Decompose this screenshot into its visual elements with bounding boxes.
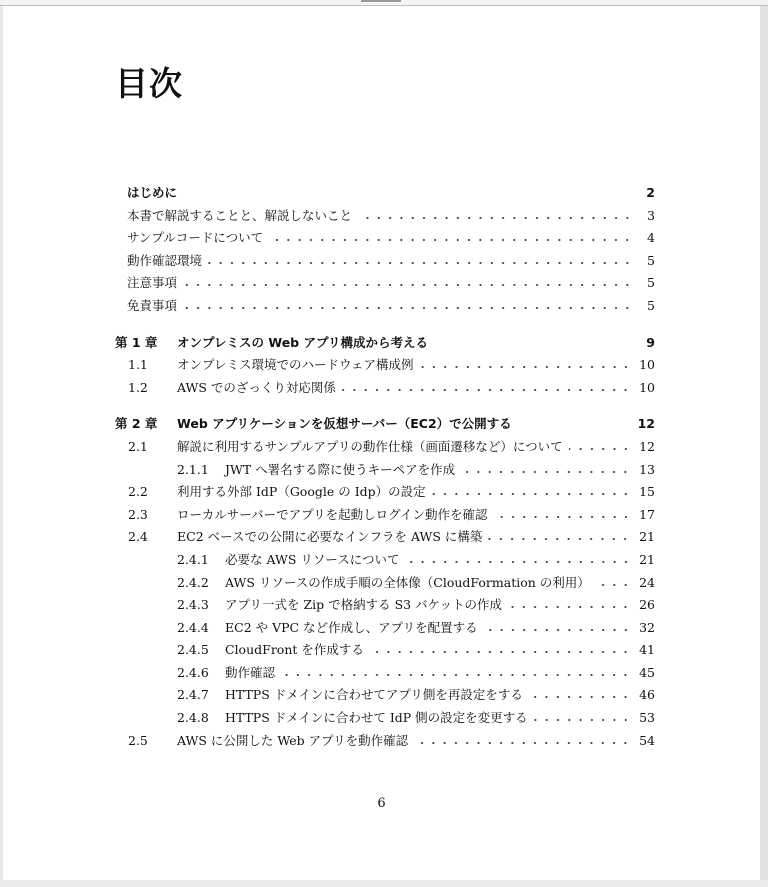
dot-leader (434, 337, 633, 347)
dot-leader (420, 359, 632, 369)
entry-page: 5 (647, 252, 655, 268)
toc-entry[interactable] (115, 595, 655, 618)
dot-leader (281, 667, 631, 677)
entry-page: 3 (647, 207, 655, 223)
toc-entry[interactable] (115, 505, 655, 528)
entry-page: 2 (646, 185, 655, 200)
entry-number: 2.4.4 (177, 619, 209, 635)
entry-title: アプリ一式を Zip で格納する S3 バケットの作成 (225, 597, 502, 613)
entry-number: 1.2 (128, 379, 148, 395)
entry-number: 2.4.6 (177, 664, 209, 680)
entry-number: 2.1 (128, 438, 148, 454)
drag-handle[interactable] (361, 0, 401, 2)
toc-entry[interactable] (115, 527, 655, 550)
dot-leader (484, 622, 632, 632)
toc-entry[interactable] (115, 731, 655, 754)
entry-number: 2.4 (128, 529, 148, 545)
toc-entry[interactable] (115, 685, 655, 708)
dot-leader (432, 486, 631, 496)
dot-leader (370, 644, 631, 654)
dot-leader (508, 599, 631, 609)
toc-entry[interactable] (115, 414, 655, 437)
dot-leader (596, 577, 631, 587)
entry-page: 21 (639, 551, 655, 567)
entry-title: 免責事項 (127, 297, 178, 313)
page-number: 6 (377, 796, 386, 811)
entry-title: オンプレミスの Web アプリ構成から考える (177, 334, 428, 350)
entry-title: はじめに (127, 185, 178, 200)
entry-title: 注意事項 (127, 275, 178, 291)
entry-number: 1.1 (128, 357, 148, 373)
entry-title: Web アプリケーションを仮想サーバー（EC2）で公開する (177, 416, 512, 432)
entry-page: 53 (639, 710, 655, 726)
toc-entry[interactable] (115, 206, 655, 229)
entry-title: AWS に公開した Web アプリを動作確認 (177, 732, 409, 748)
entry-title: 解説に利用するサンプルアプリの動作仕様（画面遷移など）について (177, 438, 563, 454)
page-title: 目次 (115, 64, 183, 103)
entry-title: AWS でのざっくり対応関係 (177, 379, 336, 395)
entry-page: 26 (639, 597, 655, 613)
toc-entry[interactable] (115, 251, 655, 274)
toc-entry[interactable] (115, 550, 655, 573)
dot-leader (494, 509, 632, 519)
toc-entry[interactable] (115, 273, 655, 296)
entry-title: 利用する外部 IdP（Google の Idp）の設定 (177, 484, 426, 500)
entry-title: JWT へ署名する際に使うキーペアを作成 (225, 461, 456, 477)
toc-entry[interactable] (115, 663, 655, 686)
entry-number: 2.4.5 (177, 642, 209, 658)
entry-page: 12 (637, 416, 655, 432)
entry-page: 46 (639, 687, 655, 703)
dot-leader (183, 187, 633, 197)
entry-page: 5 (647, 297, 655, 313)
toc-entry[interactable] (115, 228, 655, 251)
dot-leader (518, 418, 630, 428)
entry-page: 4 (647, 230, 655, 246)
entry-title: AWS リソースの作成手順の全体像（CloudFormation の利用） (225, 574, 590, 590)
dot-leader (488, 531, 631, 541)
toc-entry[interactable] (115, 333, 655, 356)
toc-entry[interactable] (115, 460, 655, 483)
dot-leader (208, 255, 633, 265)
entry-number: 第 2 章 (115, 416, 158, 432)
entry-page: 32 (639, 619, 655, 635)
toc-entry[interactable] (115, 573, 655, 596)
entry-page: 45 (639, 664, 655, 680)
entry-number: 2.4.8 (177, 710, 209, 726)
entry-page: 15 (639, 484, 655, 500)
entry-title: HTTPS ドメインに合わせてアプリ側を再設定をする (225, 687, 523, 703)
entry-number: 第 1 章 (115, 334, 158, 350)
dot-leader (183, 277, 633, 287)
entry-title: EC2 ベースでの公開に必要なインフラを AWS に構築 (177, 529, 483, 545)
entry-number: 2.4.3 (177, 597, 209, 613)
dot-leader (529, 689, 631, 699)
entry-page: 13 (639, 461, 655, 477)
toc-entry[interactable] (115, 183, 655, 206)
entry-title: 動作確認環境 (127, 252, 203, 268)
dot-leader (342, 382, 631, 392)
entry-title: オンプレミス環境でのハードウェア構成例 (177, 357, 414, 373)
dot-leader (414, 735, 631, 745)
entry-title: 本書で解説することと、解説しないこと (127, 207, 353, 223)
entry-number: 2.4.7 (177, 687, 209, 703)
entry-page: 5 (647, 275, 655, 291)
entry-number: 2.5 (128, 732, 148, 748)
entry-page: 24 (639, 574, 655, 590)
toc-entry[interactable] (115, 378, 655, 401)
entry-number: 2.1.1 (177, 461, 209, 477)
dot-leader (461, 464, 631, 474)
dot-leader (358, 210, 633, 220)
document-page (3, 6, 760, 880)
table-of-contents (115, 183, 655, 753)
entry-title: 必要な AWS リソースについて (225, 551, 400, 567)
entry-page: 21 (639, 529, 655, 545)
toc-entry[interactable] (115, 296, 655, 319)
toc-entry[interactable] (115, 355, 655, 378)
toc-entry[interactable] (115, 482, 655, 505)
dot-leader (406, 554, 632, 564)
entry-page: 12 (639, 438, 655, 454)
entry-page: 41 (639, 642, 655, 658)
entry-number: 2.3 (128, 506, 148, 522)
entry-number: 2.4.1 (177, 551, 209, 567)
entry-number: 2.4.2 (177, 574, 209, 590)
toc-entry[interactable] (115, 437, 655, 460)
dot-leader (569, 441, 631, 451)
entry-page: 10 (639, 357, 655, 373)
entry-page: 54 (639, 732, 655, 748)
entry-title: サンプルコードについて (127, 230, 264, 246)
entry-title: CloudFront を作成する (225, 642, 364, 658)
dot-leader (183, 300, 633, 310)
toc-entry[interactable] (115, 640, 655, 663)
entry-title: ローカルサーバーでアプリを起動しログイン動作を確認 (177, 506, 488, 522)
entry-title: 動作確認 (225, 664, 276, 680)
toc-entry[interactable] (115, 708, 655, 731)
toc-entry[interactable] (115, 618, 655, 641)
entry-number: 2.2 (128, 484, 148, 500)
scrollbar[interactable] (760, 6, 768, 880)
dot-leader (534, 712, 631, 722)
entry-page: 9 (646, 334, 655, 350)
entry-title: EC2 や VPC など作成し、アプリを配置する (225, 619, 478, 635)
dot-leader (269, 232, 633, 242)
entry-title: HTTPS ドメインに合わせて IdP 側の設定を変更する (225, 710, 528, 726)
entry-page: 17 (639, 506, 655, 522)
entry-page: 10 (639, 379, 655, 395)
